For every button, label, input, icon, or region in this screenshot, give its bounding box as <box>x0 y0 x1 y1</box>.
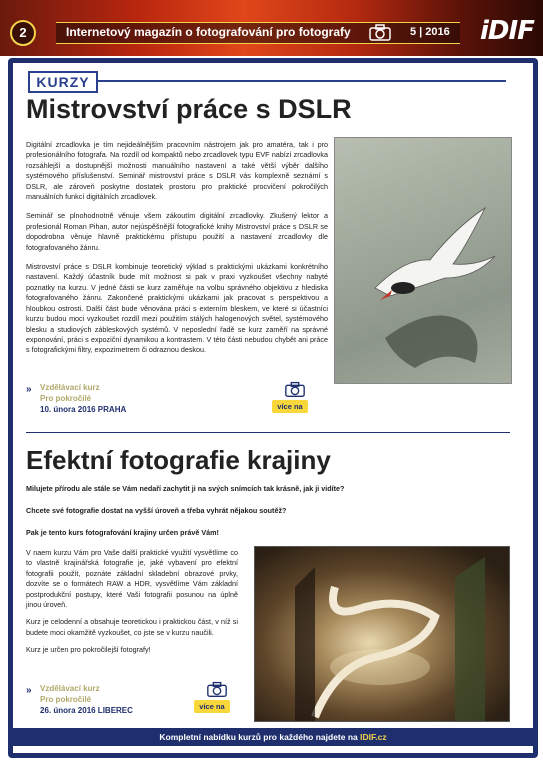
tern-photo <box>334 137 512 384</box>
article2-paragraph: Kurz je určen pro pokročilejší fotografy! <box>26 645 151 655</box>
course-date: 26. února 2016 LIBEREC <box>40 706 133 715</box>
article1-title: Mistrovství práce s DSLR <box>26 94 352 124</box>
more-link-button[interactable]: více na <box>194 700 230 713</box>
issue-number: 5 | 2016 <box>410 26 450 38</box>
article1-paragraph: Mistrovství práce s DSLR kombinuje teoretický výklad s praktickými ukázkami konkrétního nastavení. Každý účastník bude mít možnost si pak v praxi vyzkoušet všechny nabyté poznatky na kurzu. V jedné části se kurz zaměřuje na volbu správného objektivu z hlediska fotografovaného žánru. Zakončené praktickými ukázkami jak pracovat s perspektivou a hloubkou ostrosti. Další část bude věnována práci s externím bleskem, ve které si účastníci kurzu budou moci vyzkoušet rozdíl mezi použitím stálých halogenových světel, systémového blesku a studiových zábleskových systémů. V neposlední řadě se kurz zaměří na správné exponování, práci s expoziční dynamikou a kontrastem. V této části nebudou chybět ani práce s fotografickými filtry, expozimetrem či odraznou deskou. <box>26 262 328 355</box>
article-divider <box>26 432 510 433</box>
course-level: Pro pokročilé <box>40 394 92 403</box>
article2-question: Pak je tento kurs fotografování krajiny určen právě Vám! <box>26 528 219 537</box>
article1-paragraph: Seminář se plnohodnotně věnuje všem zákoutím digitální zrcadlovky. Zkušený lektor a profesionál Roman Pihan, autor nejúspěšnější fotografické knihy Mistrovství práce s DSLR se dopodrobna věnuje hlavně praktickému přístupu použití a nastavení zrcadlovky dle fotografovaného žánru. <box>26 211 328 252</box>
page-number: 2 <box>10 20 36 46</box>
article2-title: Efektní fotografie krajiny <box>26 445 331 475</box>
article2-paragraph: Kurz je celodenní a obsahuje teoretickou i praktickou část, v níž si budete moci okamžitě vyzkoušet, co jste se v kurzu naučili. <box>26 617 238 637</box>
article2-question: Milujete přírodu ale stále se Vám nedaří zachytit ji na svých snímcích tak krásně, jak ji vidíte? <box>26 484 345 493</box>
article2-paragraph: V naem kurzu Vám pro Vaše další praktické využití vysvětlíme co to vlastně krajinářská fotografie je, jaké vybavení pro efektní fotografii použít, poznáte základní skladební obrazové prvky, dozvíte se o formátech RAW a HDR, vysvětlíme Vám základní postprodukční postupy, které Vaši fotografii posunou na úplně jinou úroveň. <box>26 548 238 610</box>
article2-questions <box>26 484 366 550</box>
footer-text: Kompletní nabídku kurzů pro každého najdete na <box>159 732 358 742</box>
camera-icon <box>284 380 306 398</box>
section-tag: KURZY <box>28 71 98 93</box>
more-link-button[interactable]: více na <box>272 400 308 413</box>
camera-icon <box>206 680 228 698</box>
spiral-staircase-photo <box>254 546 510 722</box>
arrow-icon: » <box>26 685 32 696</box>
idif-logo[interactable]: iDIF <box>480 16 534 46</box>
article2-body <box>26 548 238 663</box>
magazine-title: Internetový magazín o fotografování pro fotografy <box>66 25 351 39</box>
article2-question: Chcete své fotografie dostat na vyšší úroveň a třeba vyhrát nějakou soutěž? <box>26 506 287 515</box>
course-type: Vzdělávací kurz <box>40 383 100 392</box>
tern-illustration <box>335 138 511 383</box>
course-level: Pro pokročilé <box>40 695 92 704</box>
course-type: Vzdělávací kurz <box>40 684 100 693</box>
section-rule <box>96 80 506 82</box>
article1-body <box>26 140 328 365</box>
arrow-icon: » <box>26 384 32 395</box>
staircase-illustration <box>255 547 509 721</box>
footer-link[interactable]: IDIF.cz <box>360 732 387 742</box>
camera-icon <box>368 23 392 41</box>
article1-paragraph: Digitální zrcadlovka je tím nejideálnějším pracovním nástrojem jak pro amatéra, tak i pro profesionálního fotografa. Na rozdíl od kompaktů nebo zrcadlovek typu EVF nabízí zrcadlovka rozsáhlejší a dostupnější možnosti manuálního nastavení a také větší výběr dalšího systémového příslušenství. Seminář mistrovství práce s DSLR vás komplexně seznámí s DSLR, ale zároveň poskytne dostatek prostoru pro praktické procvičení pokročilých manuálních funkcí digitálních zrcadlovek. <box>26 140 328 202</box>
footer-banner <box>8 728 538 746</box>
course-date: 10. února 2016 PRAHA <box>40 405 127 414</box>
